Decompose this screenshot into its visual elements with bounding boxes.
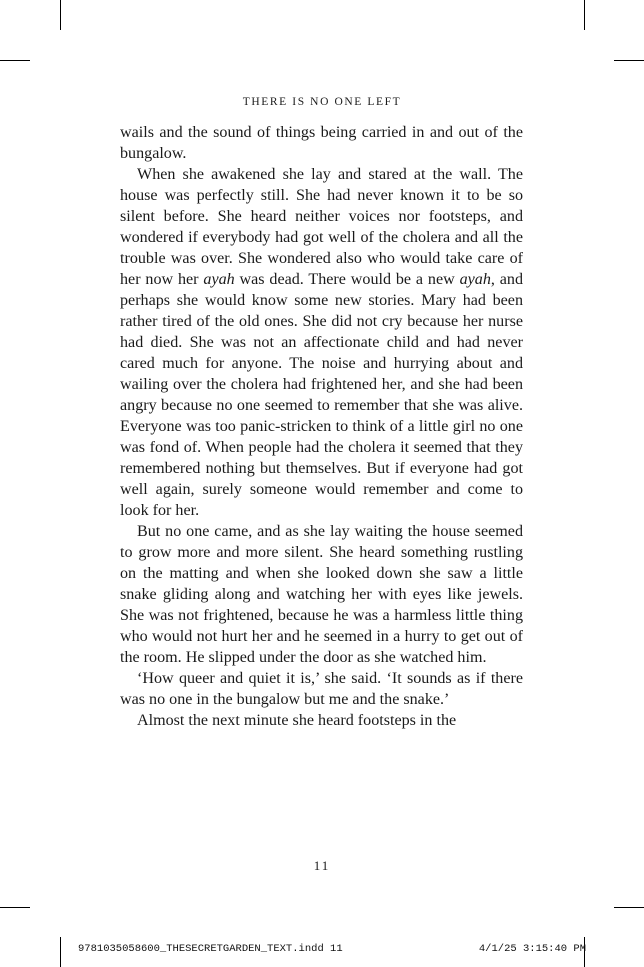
paragraph-2 [120,164,523,521]
body-text [120,122,523,731]
paragraph-2-part-a: When she awakened she lay and stared at the wall. The house was perfectly still. She had never known it to be so silent before. She heard neither voices nor footsteps, and wondered if everybody had got well of the cholera and all the trouble was over. She wondered also who would take care of her now her [120,166,523,288]
paragraph-5: Almost the next minute she heard footsteps in the [137,712,457,729]
running-head: THERE IS NO ONE LEFT [242,96,402,108]
italic-ayah: ayah [203,271,235,288]
slug-file-info: 9781035058600_THESECRETGARDEN_TEXT.indd 11 [78,943,343,955]
italic-ayah: ayah [459,271,491,288]
paragraph-2-part-b: was dead. There would be a new [234,271,460,288]
paragraph-3: But no one came, and as she lay waiting the house seemed to grow more and more silent. She heard something rustling on the matting and when she looked down she saw a little snake gliding along and watching her with eyes like jewels. She was not frightened, because he was a harmless little thing who would not hurt her and he seemed in a hurry to get out of the room. He slipped under the door as she watched him. [120,523,523,666]
paragraph-4: ‘How queer and quiet it is,’ she said. ‘It sounds as if there was no one in the bungalow but me and the snake.’ [120,670,523,708]
paragraph-2-part-c: , and perhaps she would know some new stories. Mary had been rather tired of the old ones. She did not cry because her nurse had died. She was not an affectionate child and had never cared much for anyone. The noise and hurrying about and wailing over the cholera had frightened her, and she had been angry because no one seemed to remember that she was alive. Everyone was too panic-stricken to think of a little girl no one was fond of. When people had the cholera it seemed that they remembered nothing but themselves. But if everyone had got well again, surely someone would remember and come to look for her. [120,271,523,519]
paragraph-1: wails and the sound of things being carried in and out of the bungalow. [120,124,523,162]
slug-date-time: 4/1/25 3:15:40 PM [478,943,586,955]
crop-mark-left-bottom [0,907,30,908]
page-number: 11 [313,858,331,873]
crop-mark-top-left [60,0,61,30]
crop-mark-bottom-left [60,937,61,967]
crop-mark-top-right [584,0,585,30]
crop-mark-right-top [614,60,644,61]
crop-mark-right-bottom [614,907,644,908]
crop-mark-left-top [0,60,30,61]
